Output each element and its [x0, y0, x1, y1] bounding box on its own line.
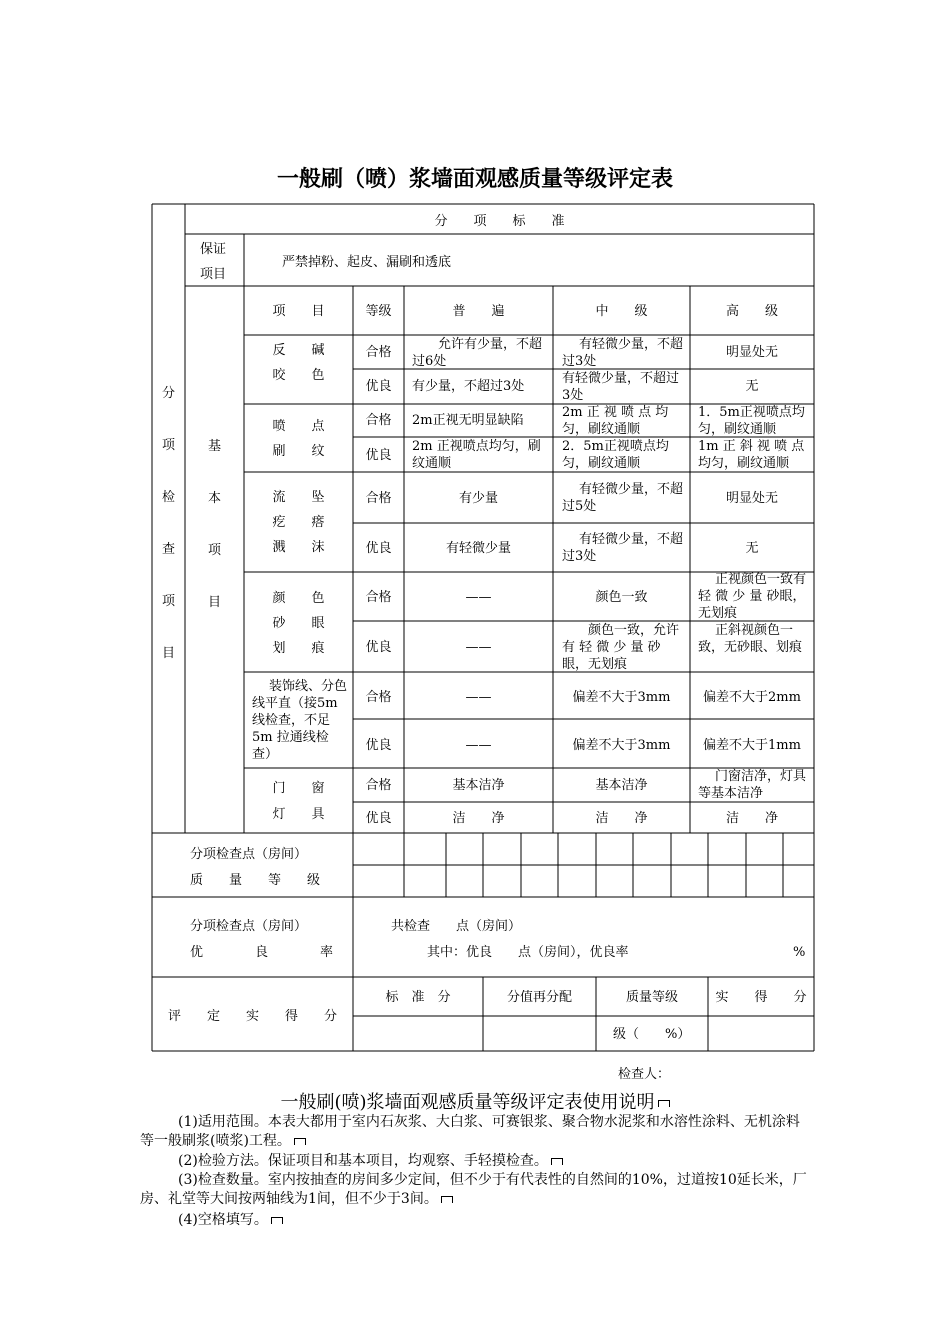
high-cell: 无 [745, 379, 759, 394]
score-label: 评 定 实 得 分 [167, 1009, 337, 1024]
item-label: 门 窗 [272, 781, 325, 796]
common-cell: 基本洁净 [452, 778, 505, 793]
common-cell: —— [465, 738, 492, 753]
item-label: 划 痕 [272, 641, 325, 656]
paragraph-mark-icon [294, 1138, 306, 1145]
paragraph-mark-icon [551, 1158, 563, 1165]
item-label: 流 坠 [272, 490, 325, 505]
common-cell: 允许有少量，不超过6处 [412, 337, 543, 369]
instruction-item: (2)检验方法。保证项目和基本项目，均观察、手轻摸检查。 [140, 1152, 810, 1171]
rate-text-1: 共检查 点（房间） [391, 919, 522, 934]
instruction-item: (3)检查数量。室内按抽查的房间多少定间，但不少于有代表性的自然间的10%，过道按10延长米，厂房、礼堂等大间按两轴线为1间，但不少于3间。 [140, 1172, 807, 1207]
common-cell: 2m 正视喷点均匀，刷纹通顺 [412, 439, 541, 471]
rate-percent: % [793, 945, 806, 960]
left-vertical-label: 分 项 检 查 项 目 [161, 386, 175, 661]
instruction-item: (1)适用范围。本表大都用于室内石灰浆、大白浆、可赛银浆、聚合物水泥浆和水溶性涂料、无机涂料等一般刷浆(喷浆)工程。 [140, 1114, 800, 1149]
guarantee-label-1: 保证 [200, 242, 227, 257]
item-label: 喷 点 [272, 419, 325, 434]
item-label: 装饰线、分色线平直（接5m 线检查，不足 5m 拉通线检查） [252, 679, 348, 762]
item-label: 颜 色 [272, 591, 325, 606]
item-label: 溅 沫 [272, 540, 325, 555]
checkpoint-label-1: 分项检查点（房间） [190, 847, 308, 862]
medium-cell: 颜色一致，允许 有 轻 微 少 量 砂眼，无划痕 [562, 623, 680, 672]
medium-cell: 有轻微少量，不超过3处 [562, 371, 680, 403]
medium-cell: 颜色一致 [595, 590, 648, 605]
score-col-standard: 标 准 分 [385, 990, 451, 1005]
medium-cell: 有轻微少量，不超过5处 [562, 482, 684, 514]
high-cell: 正斜视颜色一致，无砂眼、划痕 [698, 623, 803, 655]
common-cell: —— [465, 590, 492, 605]
score-col-redistribute: 分值再分配 [506, 990, 572, 1005]
paragraph-mark-icon [658, 1100, 670, 1107]
common-cell: —— [465, 640, 492, 655]
medium-cell: 有轻微少量，不超过3处 [562, 532, 684, 564]
medium-cell: 偏差不大于3mm [572, 690, 671, 705]
guarantee-text: 严禁掉粉、起皮、漏刷和透底 [282, 255, 452, 270]
item-label: 灯 具 [272, 807, 325, 822]
medium-cell: 基本洁净 [595, 778, 648, 793]
common-cell: —— [465, 690, 492, 705]
high-cell: 明显处无 [725, 345, 778, 360]
grade-cell: 合格 [365, 590, 392, 605]
paragraph-mark-icon [271, 1217, 283, 1224]
rate-text-2: 其中：优良 点（房间），优良率 [427, 945, 629, 960]
inspector-label: 检查人： [618, 1067, 671, 1082]
grade-cell: 合格 [365, 491, 392, 506]
score-col-quality: 质量等级 [625, 990, 678, 1005]
common-cell: 洁 净 [452, 811, 505, 826]
grade-cell: 优良 [365, 811, 392, 826]
high-cell: 无 [745, 541, 759, 556]
item-label: 疙 瘩 [272, 515, 325, 530]
item-label: 砂 眼 [272, 616, 325, 631]
common-cell: 2m正视无明显缺陷 [412, 413, 524, 428]
high-cell: 洁 净 [725, 811, 778, 826]
instruction-item: (4)空格填写。 [140, 1211, 810, 1230]
medium-cell: 有轻微少量，不超过3处 [562, 337, 684, 369]
guarantee-label-2: 项目 [200, 267, 227, 282]
high-cell: 1m 正 斜 视 喷 点均匀，刷纹通顺 [698, 439, 805, 471]
grade-cell: 优良 [365, 738, 392, 753]
basic-vertical-label: 基 本 项 目 [207, 439, 221, 610]
col-common: 普 遍 [452, 304, 505, 319]
header-label: 分 项 标 准 [434, 214, 565, 229]
medium-cell: 2m 正 视 喷 点 均匀，刷纹通顺 [562, 405, 669, 437]
common-cell: 有少量，不超过3处 [412, 379, 525, 394]
grade-cell: 优良 [365, 379, 392, 394]
high-cell: 偏差不大于2mm [703, 690, 801, 705]
grade-cell: 合格 [365, 413, 392, 428]
col-item: 项 目 [272, 304, 325, 319]
high-cell: 偏差不大于1mm [703, 738, 801, 753]
col-high: 高 级 [725, 304, 778, 319]
score-col-actual: 实 得 分 [715, 990, 807, 1005]
form-title: 一般刷（喷）浆墙面观感质量等级评定表 [276, 167, 673, 192]
item-label: 咬 色 [272, 368, 325, 383]
medium-cell: 洁 净 [595, 811, 648, 826]
rate-label-1: 分项检查点（房间） [190, 919, 308, 934]
high-cell: 门窗洁净，灯具等基本洁净 [698, 769, 807, 801]
grade-cell: 优良 [365, 640, 392, 655]
grade-cell: 合格 [365, 778, 392, 793]
grade-cell: 合格 [365, 345, 392, 360]
item-label: 刷 纹 [272, 444, 325, 459]
item-label: 反 碱 [272, 343, 325, 358]
instructions-title: 一般刷(喷)浆墙面观感质量等级评定表使用说明 [0, 1088, 950, 1114]
col-medium: 中 级 [595, 304, 648, 319]
grade-cell: 优良 [365, 448, 392, 463]
paragraph-mark-icon [441, 1196, 453, 1203]
common-cell: 有轻微少量 [445, 541, 511, 556]
col-grade: 等级 [365, 304, 392, 319]
high-cell: 明显处无 [725, 491, 778, 506]
common-cell: 有少量 [458, 491, 498, 506]
medium-cell: 偏差不大于3mm [572, 738, 671, 753]
grade-cell: 合格 [365, 690, 392, 705]
medium-cell: 2．5m正视喷点均匀，刷纹通顺 [562, 439, 669, 471]
high-cell: 1．5m正视喷点均匀，刷纹通顺 [698, 405, 805, 437]
checkpoint-label-2: 质 量 等 级 [190, 873, 321, 888]
high-cell: 正视颜色一致有 轻 微 少 量 砂眼，无划痕 [698, 572, 807, 621]
grade-cell: 优良 [365, 541, 392, 556]
rate-label-2: 优 良 率 [190, 945, 334, 960]
grade-level-field: 级（ %） [613, 1027, 691, 1042]
